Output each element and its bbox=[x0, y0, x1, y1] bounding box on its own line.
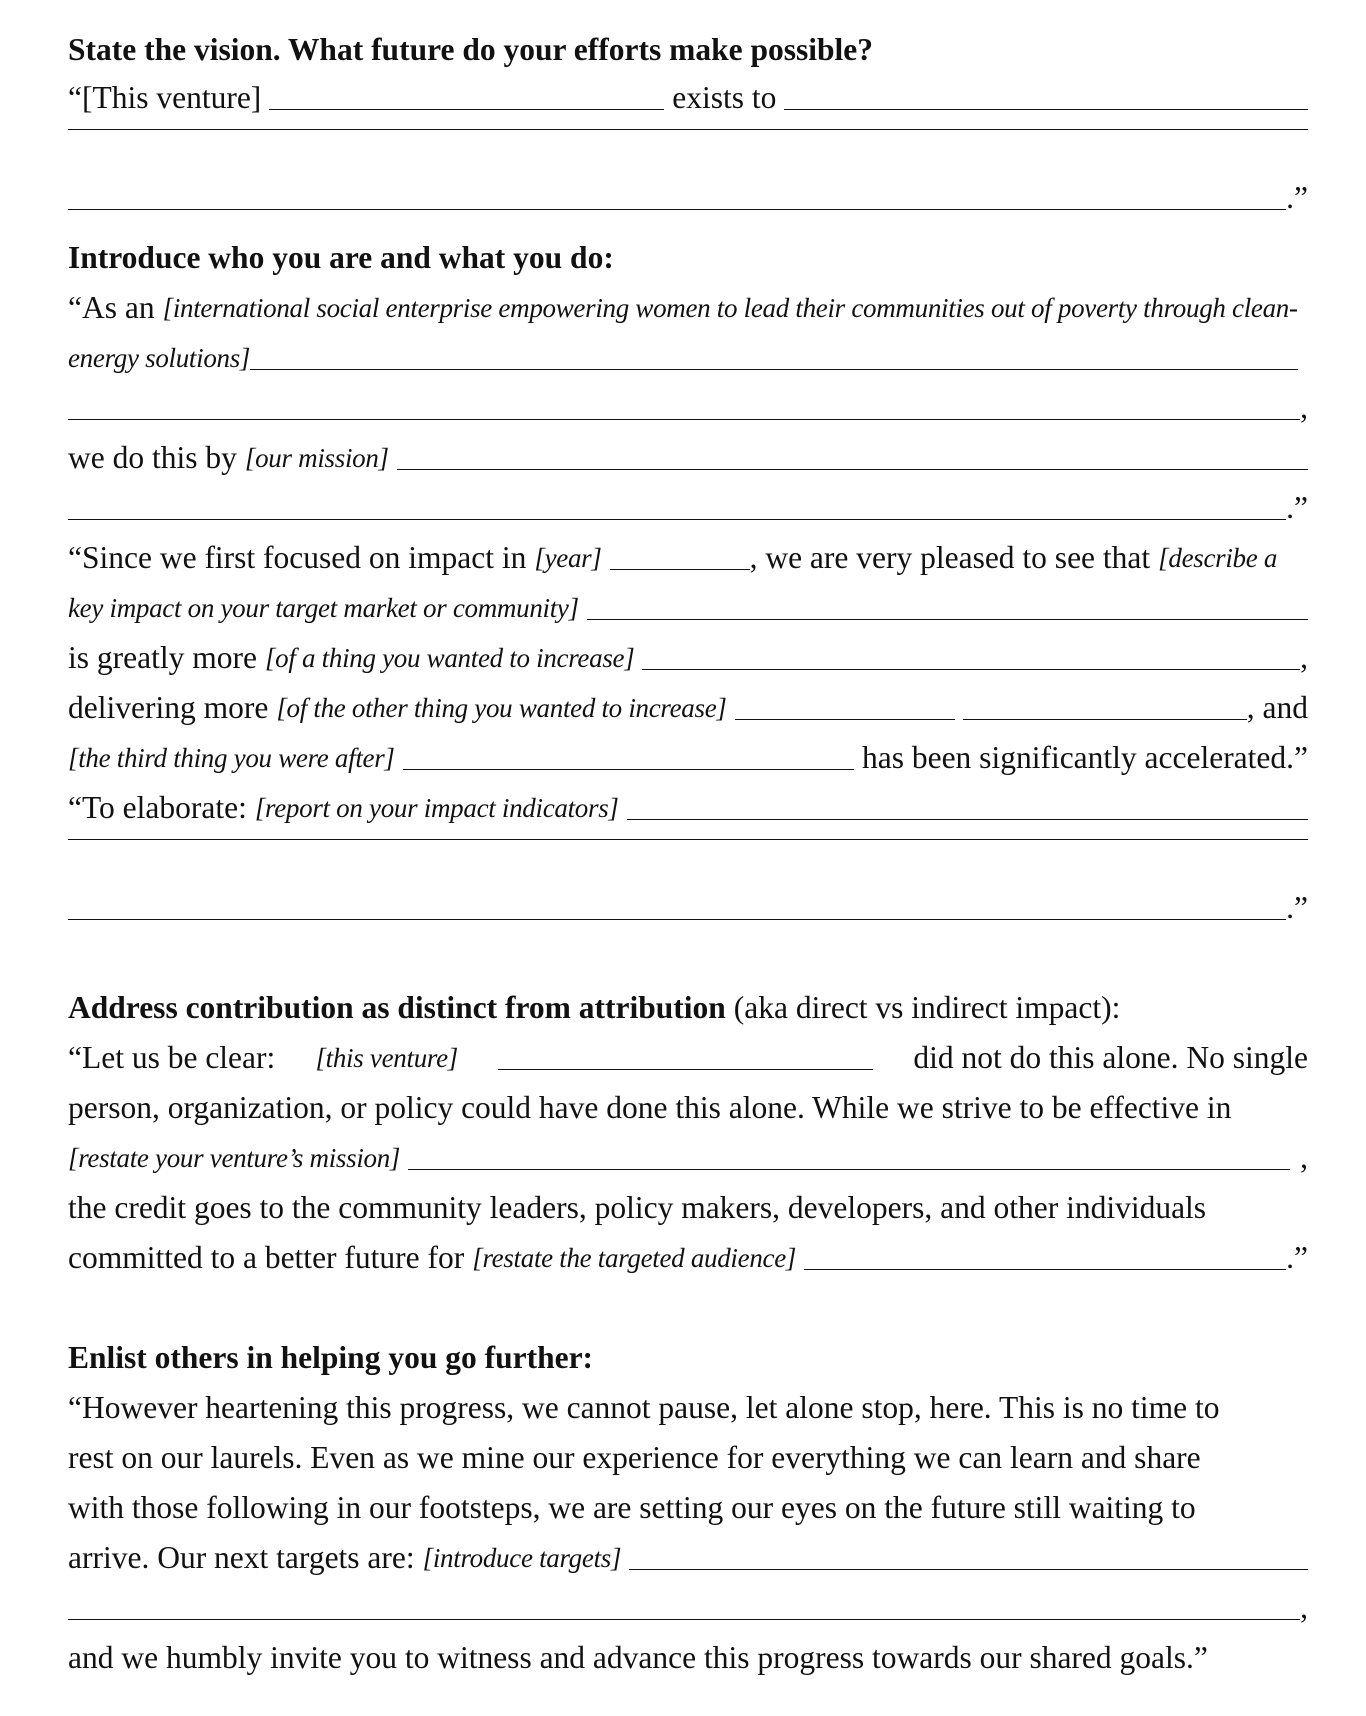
other-blank-1[interactable] bbox=[735, 718, 955, 720]
impact-comma: , bbox=[1300, 640, 1308, 675]
contribution-heading-line bbox=[68, 988, 1308, 1028]
impact-line-8 bbox=[68, 888, 1308, 928]
mission-blank-2[interactable] bbox=[68, 518, 1286, 520]
impact-line-7 bbox=[68, 838, 1308, 848]
contribution-line-3 bbox=[68, 1138, 1308, 1178]
enlist-line-4 bbox=[68, 1538, 1308, 1578]
vision-line-1 bbox=[68, 78, 1308, 118]
year-hint: [year] bbox=[534, 543, 602, 573]
increase-blank[interactable] bbox=[642, 668, 1300, 670]
contribution-venture-blank[interactable] bbox=[498, 1068, 873, 1070]
other-hint: [of the other thing you wanted to increase] bbox=[276, 693, 727, 723]
clear-text: “Let us be clear: bbox=[68, 1040, 276, 1075]
intro-line-3 bbox=[68, 388, 1308, 428]
enlist-text-1: “However heartening this progress, we cannot pause, let alone stop, here. This is no time to bbox=[68, 1390, 1220, 1425]
audience-hint: [restate the targeted audience] bbox=[472, 1243, 797, 1273]
third-hint: [the third thing you were after] bbox=[68, 743, 395, 773]
impact-line-2 bbox=[68, 588, 1308, 628]
enlist-text-2: rest on our laurels. Even as we mine our experience for everything we can learn and share bbox=[68, 1440, 1201, 1475]
intro-heading-line bbox=[68, 238, 1308, 278]
impact-line-1 bbox=[68, 538, 1308, 578]
contribution-line-1 bbox=[68, 1038, 1308, 1078]
impact-end-quote: .” bbox=[1286, 890, 1308, 925]
enlist-line-1 bbox=[68, 1388, 1308, 1428]
committed-text: committed to a better future for bbox=[68, 1240, 465, 1275]
restate-mission-blank[interactable] bbox=[408, 1168, 1290, 1170]
vision-line-3 bbox=[68, 178, 1308, 218]
and-text: , and bbox=[1246, 690, 1308, 725]
intro-comma: , bbox=[1300, 390, 1308, 425]
vision-blank-2[interactable] bbox=[68, 128, 1308, 130]
intro-example-2: energy solutions] bbox=[68, 343, 251, 373]
targets-hint: [introduce targets] bbox=[422, 1543, 622, 1573]
impact-line-6 bbox=[68, 788, 1308, 828]
enlist-heading: Enlist others in helping you go further: bbox=[68, 1340, 594, 1375]
enlist-line-6 bbox=[68, 1638, 1308, 1678]
enlist-text-3: with those following in our footsteps, we are setting our eyes on the future still waiting to bbox=[68, 1490, 1196, 1525]
key-impact-blank[interactable] bbox=[587, 618, 1308, 620]
intro-line-5 bbox=[68, 488, 1308, 528]
vision-blank-3[interactable] bbox=[68, 208, 1286, 210]
contribution-heading: Address contribution as distinct from attribution bbox=[68, 990, 726, 1025]
contribution-line-2 bbox=[68, 1088, 1308, 1128]
impact-line-4 bbox=[68, 688, 1308, 728]
describe-hint-2: key impact on your target market or community] bbox=[68, 593, 579, 623]
intro-line-4 bbox=[68, 438, 1308, 478]
mission-hint: [our mission] bbox=[244, 443, 389, 473]
vision-prefix: “[This venture] bbox=[68, 80, 262, 115]
increase-hint: [of a thing you wanted to increase] bbox=[264, 643, 635, 673]
enlist-closing: and we humbly invite you to witness and advance this progress towards our shared goals.” bbox=[68, 1640, 1208, 1675]
accelerated-text: has been significantly accelerated.” bbox=[861, 740, 1308, 775]
vision-end-quote: .” bbox=[1286, 180, 1308, 215]
vision-blank-1[interactable] bbox=[784, 108, 1308, 110]
delivering-text: delivering more bbox=[68, 690, 269, 725]
greatly-text: is greatly more bbox=[68, 640, 257, 675]
vision-middle: exists to bbox=[672, 80, 777, 115]
contribution-line-5 bbox=[68, 1238, 1308, 1278]
vision-line-2 bbox=[68, 128, 1308, 138]
indicators-blank-1[interactable] bbox=[627, 818, 1308, 820]
mission-blank-1[interactable] bbox=[397, 468, 1308, 470]
third-blank[interactable] bbox=[403, 768, 854, 770]
indicators-hint: [report on your impact indicators] bbox=[254, 793, 619, 823]
enlist-comma: , bbox=[1300, 1590, 1308, 1625]
intro-end-quote: .” bbox=[1286, 490, 1308, 525]
elaborate-text: “To elaborate: bbox=[68, 790, 247, 825]
impact-line-5 bbox=[68, 738, 1308, 778]
contribution-heading-rest: (aka direct vs indirect impact): bbox=[733, 990, 1121, 1025]
audience-blank[interactable] bbox=[804, 1268, 1286, 1270]
mission-text: we do this by bbox=[68, 440, 237, 475]
other-blank-2[interactable] bbox=[963, 718, 1247, 720]
restate-mission-hint: [restate your venture’s mission] bbox=[68, 1143, 401, 1173]
intro-heading: Introduce who you are and what you do: bbox=[68, 240, 614, 275]
intro-line-1 bbox=[68, 288, 1308, 328]
intro-lead: “As an bbox=[68, 290, 155, 325]
contribution-text-3: person, organization, or policy could have done this alone. While we strive to be effective in bbox=[68, 1090, 1232, 1125]
indicators-blank-3[interactable] bbox=[68, 918, 1286, 920]
vision-heading-line bbox=[68, 30, 1308, 70]
contribution-comma: , bbox=[1300, 1140, 1308, 1175]
contribution-end-quote: .” bbox=[1286, 1240, 1308, 1275]
venture-name-blank[interactable] bbox=[269, 108, 664, 110]
alone-text: did not do this alone. No single bbox=[913, 1040, 1308, 1075]
enlist-line-5 bbox=[68, 1588, 1308, 1628]
targets-blank-1[interactable] bbox=[629, 1568, 1308, 1570]
enlist-line-2 bbox=[68, 1438, 1308, 1478]
venture-hint: [this venture] bbox=[315, 1043, 458, 1073]
enlist-line-3 bbox=[68, 1488, 1308, 1528]
targets-blank-2[interactable] bbox=[68, 1618, 1300, 1620]
intro-example-1: [international social enterprise empowering women to lead their communities out of poverty through clean- bbox=[162, 293, 1298, 323]
intro-blank-2[interactable] bbox=[68, 418, 1300, 420]
since-text: “Since we first focused on impact in bbox=[68, 540, 527, 575]
impact-line-3 bbox=[68, 638, 1308, 678]
arrive-text: arrive. Our next targets are: bbox=[68, 1540, 415, 1575]
year-blank[interactable] bbox=[610, 568, 750, 570]
intro-blank-1[interactable] bbox=[250, 368, 1298, 370]
describe-hint-1: [describe a bbox=[1158, 543, 1278, 573]
enlist-heading-line bbox=[68, 1338, 1308, 1378]
contribution-text-5: the credit goes to the community leaders, policy makers, developers, and other individuals bbox=[68, 1190, 1207, 1225]
contribution-line-4 bbox=[68, 1188, 1308, 1228]
intro-line-2 bbox=[68, 338, 1308, 378]
indicators-blank-2[interactable] bbox=[68, 838, 1308, 840]
pleased-text: , we are very pleased to see that bbox=[749, 540, 1151, 575]
vision-heading: State the vision. What future do your efforts make possible? bbox=[68, 32, 874, 67]
